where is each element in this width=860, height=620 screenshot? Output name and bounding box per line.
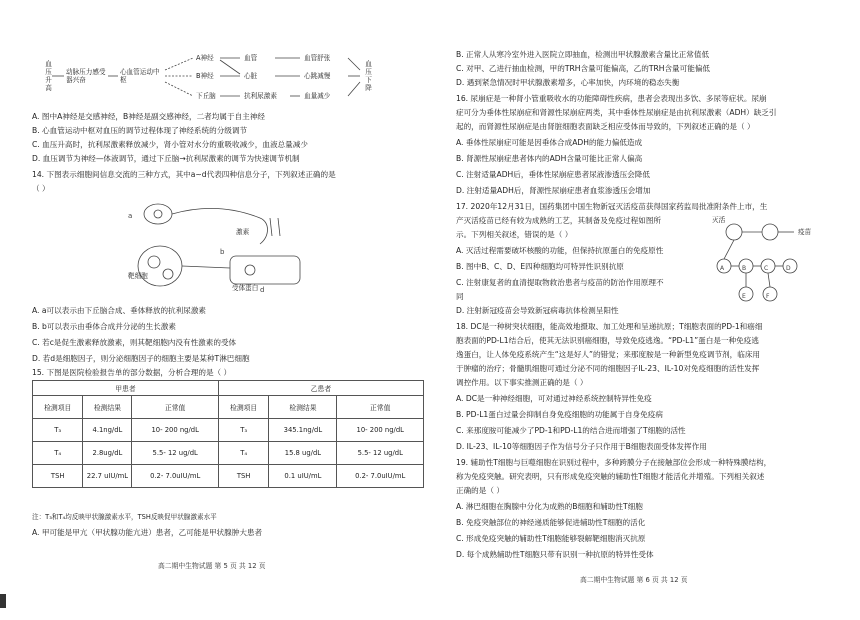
- q15-option-c: C. 对甲、乙进行抽血检测，甲的TRH含量可能偏高，乙的TRH含量可能偏低: [456, 64, 711, 73]
- q18-option-d: D. IL-23、IL-10等细胞因子作为信号分子只作用于B细胞表面受体发挥作用: [456, 442, 707, 451]
- table-note: 注：T₃和T₄均反映甲状腺激素水平，TSH反映促甲状腺激素水平: [32, 513, 217, 521]
- q13-option-c: C. 血压升高时，抗利尿激素释放减少，肾小管对水分的重吸收减少，血液总量减少: [32, 140, 308, 149]
- q13-option-a: A. 图中A神经是交感神经，B神经是副交感神经，二者均属于自主神经: [32, 112, 265, 121]
- q15-stem: 15. 下图是医院检验报告单的部分数据，分析合理的是（ ）: [32, 368, 232, 377]
- q16-option-c: C. 注射适量ADH后，垂体性尿崩症患者尿液渗透压会降低: [456, 170, 650, 179]
- q19-option-a: A. 淋巴细胞在胸腺中分化为成熟的B细胞和辅助性T细胞: [456, 502, 643, 511]
- hypothalamus-label: 下丘脑: [196, 92, 216, 100]
- table-cell: T₃: [33, 419, 83, 442]
- cell-signaling-diagram: [120, 196, 340, 306]
- q17-option-c: C. 注射康复者的血清提取物救治患者与疫苗的防治作用原理不: [456, 278, 664, 287]
- receptor-label: 受体蛋白: [232, 284, 259, 292]
- q18-stem-2: 胞表面的PD-L1结合后，使其无法识别癌细胞，导致免疫逃逸。“PD-L1”蛋白是一种免疫逃: [456, 336, 759, 345]
- table-cell: 345.1ng/dL: [269, 419, 337, 442]
- q17-option-a: A. 灭活过程需要破坏核酸的功能，但保持抗原蛋白的免疫原性: [456, 246, 664, 255]
- table-cell: 5.5- 12 ug/dL: [132, 442, 219, 465]
- svg-text:F: F: [766, 293, 770, 300]
- nerve-a-label: A神经: [196, 54, 214, 62]
- svg-text:E: E: [742, 293, 746, 300]
- table-header: 检测结果: [269, 396, 337, 419]
- adh-label: 抗利尿激素: [244, 92, 277, 100]
- target-cell-label: 靶细胞: [128, 272, 148, 280]
- patient-b-header: 乙患者: [218, 381, 423, 396]
- table-cell: TSH: [218, 465, 268, 488]
- table-cell: 0.1 uIU/mL: [269, 465, 337, 488]
- vaccine-diagram: [710, 212, 830, 308]
- q15-option-b: B. 正常人从寒冷室外进入医院立即抽血，检测出甲状腺激素含量比正常值低: [456, 50, 710, 59]
- table-cell: 10- 200 ng/dL: [337, 419, 424, 442]
- table-header: 正常值: [132, 396, 219, 419]
- table-row: [33, 465, 424, 488]
- hormone-label: 激素: [236, 228, 250, 236]
- vaccine-label: 疫苗: [798, 228, 812, 236]
- q17-option-c-cont: 同: [456, 292, 464, 301]
- page-footer-5: 高二期中生物试题 第 5 页 共 12 页: [158, 562, 266, 570]
- q14-option-c: C. 若c是促生激素释放激素，则其靶细胞内没有性激素的受体: [32, 338, 237, 347]
- q19-stem-2: 称为免疫突触。研究表明，只有形成免疫突触的辅助性T细胞才能活化并增殖。下列相关叙述: [456, 472, 765, 481]
- svg-text:a: a: [128, 212, 133, 220]
- table-cell: T₄: [33, 442, 83, 465]
- q15-option-d: D. 遇到紧急情况时甲状腺激素增多，心率加快，内环境的稳态失衡: [456, 78, 680, 87]
- page-footer-6: 高二期中生物试题 第 6 页 共 12 页: [580, 576, 688, 584]
- table-cell: TSH: [33, 465, 83, 488]
- table-cell: 0.2- 7.0uIU/mL: [132, 465, 219, 488]
- vessel-label: 血管: [244, 54, 258, 62]
- q14-option-d: D. 若d是细胞因子，则分泌细胞因子的细胞主要是某种T淋巴细胞: [32, 354, 250, 363]
- q16-option-b: B. 肾源性尿崩症患者体内的ADH含量可能比正常人偏高: [456, 154, 643, 163]
- blood-volume-label: 血量减少: [304, 92, 331, 100]
- q16-option-a: A. 垂体性尿崩症可能是因垂体合成ADH的能力偏低造成: [456, 138, 643, 147]
- vasodilation-label: 血管舒张: [304, 54, 331, 62]
- q19-option-d: D. 每个成熟辅助性T细胞只带有识别一种抗原的特异性受体: [456, 550, 654, 559]
- table-cell: 2.8ug/dL: [83, 442, 132, 465]
- nerve-b-label: B神经: [196, 72, 214, 80]
- right-page: [430, 0, 860, 620]
- baroreceptor-node: 动脉压力感受器兴奋: [66, 68, 106, 84]
- table-header: 检测项目: [33, 396, 83, 419]
- q14-option-b: B. b可以表示由垂体合成并分泌的生长激素: [32, 322, 176, 331]
- q14-option-a: A. a可以表示由下丘脑合成、垂体释放的抗利尿激素: [32, 306, 207, 315]
- q19-option-b: B. 免疫突触部位的神经递质能够促进辅助性T细胞的活化: [456, 518, 646, 527]
- heart-label: 心脏: [244, 72, 258, 80]
- table-cell: 4.1ng/dL: [83, 419, 132, 442]
- table-header: 正常值: [337, 396, 424, 419]
- q13-option-b: B. 心血管运动中枢对血压的调节过程体现了神经系统的分级调节: [32, 126, 248, 135]
- svg-text:b: b: [220, 248, 225, 256]
- q14-paren: （ ）: [32, 184, 50, 193]
- table-header: 检测结果: [83, 396, 132, 419]
- cv-center-node: 心血管运动中枢: [120, 68, 160, 84]
- heart-rate-label: 心跳减慢: [304, 72, 331, 80]
- svg-text:B: B: [742, 265, 747, 272]
- q17-option-b: B. 图中B、C、D、E四种细胞均可特异性识别抗原: [456, 262, 624, 271]
- bp-rise-label: 血压升高: [45, 60, 52, 92]
- lab-report-table: [32, 380, 424, 488]
- table-row: [33, 442, 424, 465]
- q18-stem-3: 逸蛋白，让人体免疫系统产生“这是好人”的错觉；来那度胺是一种新型免疫调节剂，临床用: [456, 350, 761, 359]
- q18-stem-4: 于肿瘤的治疗；骨髓肌细胞可通过分泌不同的细胞因子IL-23、IL-10对免疫细胞的活性发挥: [456, 364, 760, 373]
- q18-option-c: C. 来那度胺可能减少了PD-1和PD-L1的结合进而增强了T细胞的活性: [456, 426, 686, 435]
- q18-stem-5: 调控作用。以下事实推测正确的是（ ）: [456, 378, 588, 387]
- q18-option-a: A. DC是一种神经细胞，可对通过神经系统控制特异性免疫: [456, 394, 652, 403]
- q14-stem: 14. 下图表示细胞间信息交流的三种方式，其中a~d代表四种信息分子，下列叙述正确的是: [32, 170, 336, 179]
- table-cell: 0.2- 7.0uIU/mL: [337, 465, 424, 488]
- table-cell: 22.7 uIU/mL: [83, 465, 132, 488]
- q18-stem-1: 18. DC是一种树突状细胞，能高效地摄取、加工处理和呈递抗原；T细胞表面的PD-1和癌细: [456, 322, 763, 331]
- svg-text:A: A: [720, 265, 725, 272]
- q16-stem-2: 症可分为垂体性尿崩症和肾源性尿崩症两类，其中垂体性尿崩症是由抗利尿激素（ADH）缺乏引: [456, 108, 777, 117]
- svg-text:C: C: [764, 265, 769, 272]
- q19-option-c: C. 形成免疫突触的辅助性T细胞能够裂解靶细胞消灭抗原: [456, 534, 646, 543]
- svg-text:d: d: [260, 286, 265, 294]
- q15-option-a: A. 甲可能是甲亢（甲状腺功能亢进）患者，乙可能是甲状腺肿大患者: [32, 528, 263, 537]
- table-cell: 10- 200 ng/dL: [132, 419, 219, 442]
- q17-stem-3: 示。下列相关叙述，错误的是（ ）: [456, 230, 573, 239]
- q18-option-b: B. PD-L1蛋白过量会抑制自身免疫细胞的功能属于自身免疫病: [456, 410, 663, 419]
- bp-fall-label: 血压下降: [365, 60, 372, 92]
- q17-stem-2: 产灭活疫苗已经有较为成熟的工艺，其制备及免疫过程如图所: [456, 216, 662, 225]
- q16-option-d: D. 注射适量ADH后，肾源性尿崩症患者血浆渗透压会增加: [456, 186, 651, 195]
- table-row: [33, 419, 424, 442]
- table-cell: T₃: [218, 419, 268, 442]
- patient-a-header: 甲患者: [33, 381, 219, 396]
- q19-stem-3: 正确的是（ ）: [456, 486, 504, 495]
- q17-stem-1: 17. 2020年12月31日，国药集团中国生物新冠灭活疫苗获得国家药监局批准附条件上市，生: [456, 202, 768, 211]
- table-cell: 15.8 ug/dL: [269, 442, 337, 465]
- q16-stem-1: 16. 尿崩症是一种肾小管重吸收水的功能障碍性疾病，患者会表现出多饮、多尿等症状。尿崩: [456, 94, 767, 103]
- q17-option-d: D. 注射新冠疫苗会导致新冠病毒抗体检测呈阳性: [456, 306, 619, 315]
- inactivation-label: 灭活: [712, 216, 726, 224]
- svg-text:D: D: [786, 265, 791, 272]
- q16-stem-3: 起的，而肾源性尿崩症是由肾脏细胞表面缺乏相应受体而导致的，下列叙述正确的是（ ）: [456, 122, 755, 131]
- table-cell: T₄: [218, 442, 268, 465]
- table-header: 检测项目: [218, 396, 268, 419]
- q13-option-d: D. 血压调节为神经—体液调节，通过下丘脑→抗利尿激素的调节为快速调节机制: [32, 154, 300, 163]
- table-cell: 5.5- 12 ug/dL: [337, 442, 424, 465]
- q19-stem-1: 19. 辅助性T细胞与巨噬细胞在识别过程中，多种跨膜分子在接触部位会形成一种特殊膜结构，: [456, 458, 772, 467]
